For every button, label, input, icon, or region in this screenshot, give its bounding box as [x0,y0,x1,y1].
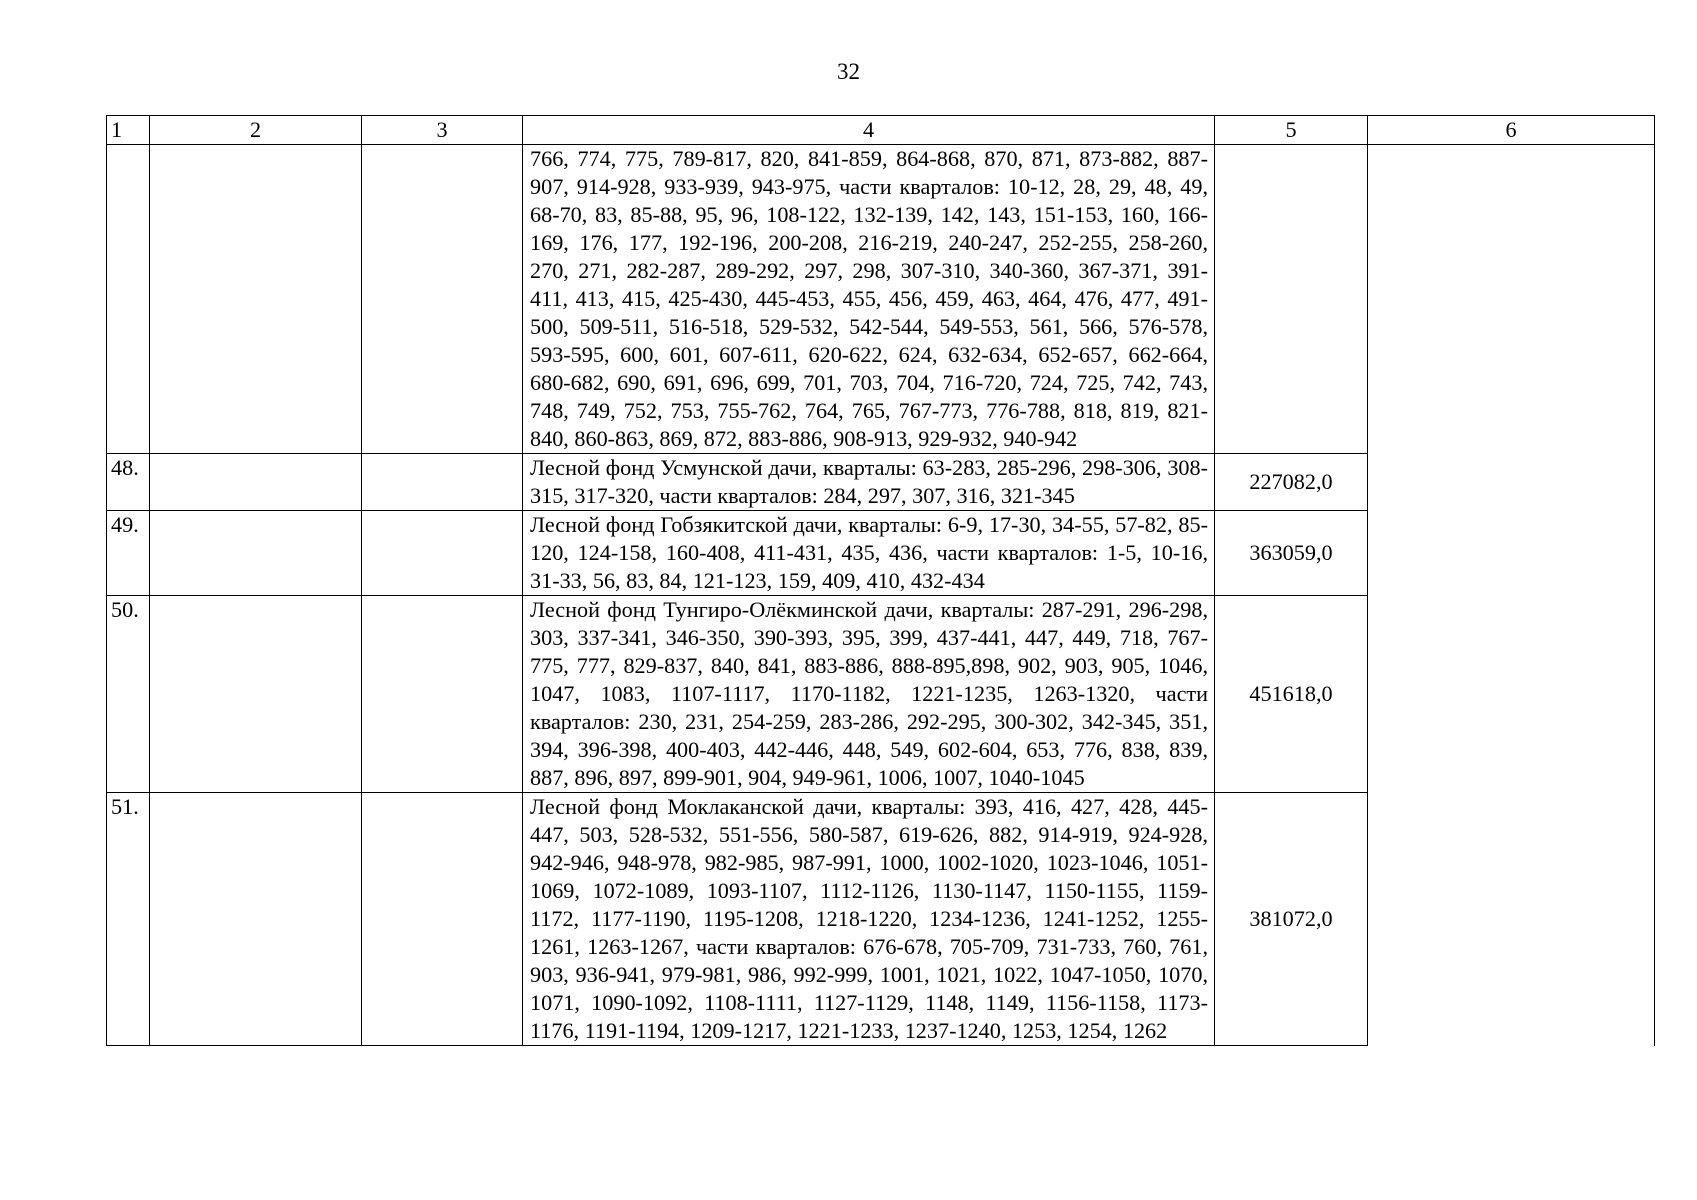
table-row-continuation [107,145,1655,454]
empty-cell [150,793,362,1046]
empty-cell [150,511,362,596]
row-number: 51. [107,793,150,1046]
row-area: 381072,0 [1215,793,1368,1046]
column-header-2: 2 [150,116,362,145]
row-description: Лесной фонд Усмунской дачи, кварталы: 63-283, 285-296, 298-306, 308-315, 317-320, части кварталов: 284, 297, 307, 316, 321-345 [523,454,1215,511]
column-header-6: 6 [1368,116,1655,145]
row-number: 50. [107,596,150,793]
empty-cell [362,145,523,454]
empty-cell [362,511,523,596]
forest-fund-table [106,115,1655,1046]
row-description: Лесной фонд Тунгиро-Олёкминской дачи, кварталы: 287-291, 296-298, 303, 337-341, 346-350, 390-393, 395, 399, 437-441, 447, 449, 718, 767-775, 777, 829-837, 840, 841, 883-886, 888-895,898, 902, 903, 905, 1046, 1047, 1083, 1107-1117, 1170-1182, 1221-1235, 1263-1320, части кварталов: 230, 231, 254-259, 283-286, 292-295, 300-302, 342-345, 351, 394, 396-398, 400-403, 442-446, 448, 549, 602-604, 653, 776, 838, 839, 887, 896, 897, 899-901, 904, 949-961, 1006, 1007, 1040-1045 [523,596,1215,793]
row-description: Лесной фонд Моклаканской дачи, кварталы: 393, 416, 427, 428, 445-447, 503, 528-532, 551-556, 580-587, 619-626, 882, 914-919, 924-928, 942-946, 948-978, 982-985, 987-991, 1000, 1002-1020, 1023-1046, 1051-1069, 1072-1089, 1093-1107, 1112-1126, 1130-1147, 1150-1155, 1159-1172, 1177-1190, 1195-1208, 1218-1220, 1234-1236, 1241-1252, 1255-1261, 1263-1267, части кварталов: 676-678, 705-709, 731-733, 760, 761, 903, 936-941, 979-981, 986, 992-999, 1001, 1021, 1022, 1047-1050, 1070, 1071, 1090-1092, 1108-1111, 1127-1129, 1148, 1149, 1156-1158, 1173-1176, 1191-1194, 1209-1217, 1221-1233, 1237-1240, 1253, 1254, 1262 [523,793,1215,1046]
empty-cell [150,454,362,511]
page-number: 32 [837,59,860,84]
column-header-1: 1 [107,116,150,145]
column-header-4: 4 [523,116,1215,145]
table-header-row [107,116,1655,145]
row-number-cell [107,145,150,454]
column-header-3: 3 [362,116,523,145]
empty-cell [362,454,523,511]
continuation-description: 766, 774, 775, 789-817, 820, 841-859, 864-868, 870, 871, 873-882, 887-907, 914-928, 933-939, 943-975, части кварталов: 10-12, 28, 29, 48, 49, 68-70, 83, 85-88, 95, 96, 108-122, 132-139, 142, 143, 151-153, 160, 166-169, 176, 177, 192-196, 200-208, 216-219, 240-247, 252-255, 258-260, 270, 271, 282-287, 289-292, 297, 298, 307-310, 340-360, 367-371, 391- 411, 413, 415, 425-430, 445-453, 455, 456, 459, 463, 464, 476, 477, 491-500, 509-511, 516-518, 529-532, 542-544, 549-553, 561, 566, 576-578, 593-595, 600, 601, 607-611, 620-622, 624, 632-634, 652-657, 662-664, 680-682, 690, 691, 696, 699, 701, 703, 704, 716-720, 724, 725, 742, 743, 748, 749, 752, 753, 755-762, 764, 765, 767-773, 776-788, 818, 819, 821-840, 860-863, 869, 872, 883-886, 908-913, 929-932, 940-942 [523,145,1215,454]
row-number: 49. [107,511,150,596]
row-area: 451618,0 [1215,596,1368,793]
row-description: Лесной фонд Гобзякитской дачи, кварталы: 6-9, 17-30, 34-55, 57-82, 85-120, 124-158, 160-408, 411-431, 435, 436, части кварталов: 1-5, 10-16, 31-33, 56, 83, 84, 121-123, 159, 409, 410, 432-434 [523,511,1215,596]
column-6-cell [1368,145,1655,1046]
column-header-5: 5 [1215,116,1368,145]
area-cell [1215,145,1368,454]
empty-cell [362,793,523,1046]
row-area: 227082,0 [1215,454,1368,511]
empty-cell [150,596,362,793]
row-area: 363059,0 [1215,511,1368,596]
row-number: 48. [107,454,150,511]
empty-cell [150,145,362,454]
empty-cell [362,596,523,793]
